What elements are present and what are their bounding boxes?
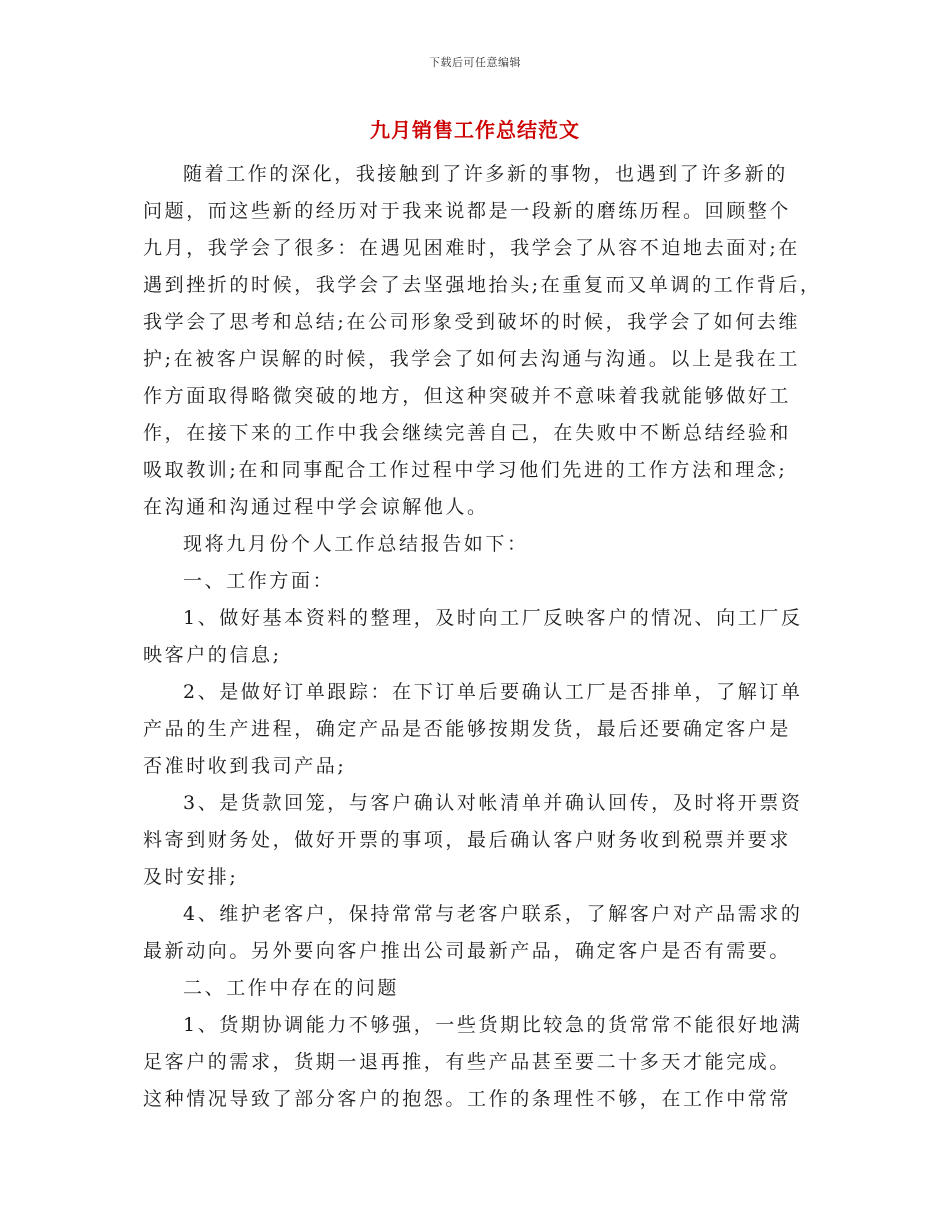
paragraph-line: 一、工作方面： (183, 570, 335, 592)
paragraph-line: 料寄到财务处，做好开票的事项，最后确认客户财务收到税票并要求 (143, 829, 792, 851)
paragraph-line: 3、是货款回笼，与客户确认对帐清单并确认回传，及时将开票资 (183, 792, 803, 814)
paragraph-line: 遇到挫折的时候，我学会了去坚强地抬头;在重复而又单调的工作背后， (143, 274, 822, 296)
paragraph (143, 970, 813, 1007)
paragraph (143, 674, 813, 785)
paragraph (143, 156, 822, 526)
paragraph-line: 我学会了思考和总结;在公司形象受到破坏的时候，我学会了如何去维 (143, 311, 801, 333)
paragraph-line: 在沟通和沟通过程中学会谅解他人。 (143, 496, 489, 518)
paragraph-line: 这种情况导致了部分客户的抱怨。工作的条理性不够，在工作中常常 (143, 1088, 792, 1110)
paragraph-line: 最新动向。另外要向客户推出公司最新产品，确定客户是否有需要。 (143, 940, 792, 962)
paragraph-line: 1、货期协调能力不够强，一些货期比较急的货常常不能很好地满 (183, 1014, 803, 1036)
paragraph-line: 九月，我学会了很多：在遇见困难时，我学会了从容不迫地去面对;在 (143, 237, 801, 259)
paragraph-line: 现将九月份个人工作总结报告如下： (183, 533, 529, 555)
paragraph (143, 785, 813, 896)
paragraph-line: 护;在被客户误解的时候，我学会了如何去沟通与沟通。以上是我在工 (143, 348, 801, 370)
paragraph-line: 随着工作的深化，我接触到了许多新的事物，也遇到了许多新的 (183, 163, 788, 185)
paragraph (143, 1007, 813, 1118)
paragraph-line: 产品的生产进程，确定产品是否能够按期发货，最后还要确定客户是 (143, 718, 792, 740)
paragraph (143, 526, 813, 563)
paragraph (143, 563, 813, 600)
paragraph-line: 作方面取得略微突破的地方，但这种突破并不意味着我就能够做好工 (143, 385, 792, 407)
paragraph-line: 4、维护老客户，保持常常与老客户联系，了解客户对产品需求的 (183, 903, 803, 925)
document-body (143, 156, 822, 1118)
paragraph-line: 二、工作中存在的问题 (183, 977, 400, 999)
paragraph-line: 2、是做好订单跟踪：在下订单后要确认工厂是否排单，了解订单 (183, 681, 803, 703)
paragraph (143, 600, 813, 674)
paragraph-line: 足客户的需求，货期一退再推，有些产品甚至要二十多天才能完成。 (143, 1051, 792, 1073)
paragraph-line: 及时安排; (143, 866, 239, 888)
paragraph-line: 否准时收到我司产品; (143, 755, 347, 777)
header-note: 下载后可任意编辑 (429, 56, 521, 69)
paragraph-line: 问题，而这些新的经历对于我来说都是一段新的磨练历程。回顾整个 (143, 200, 792, 222)
paragraph (143, 896, 813, 970)
paragraph-line: 映客户的信息; (143, 644, 282, 666)
document-title: 九月销售工作总结范文 (370, 118, 580, 142)
paragraph-line: 吸取教训;在和同事配合工作过程中学习他们先进的工作方法和理念; (143, 459, 788, 481)
paragraph-line: 1、做好基本资料的整理，及时向工厂反映客户的情况、向工厂反 (183, 607, 803, 629)
paragraph-line: 作，在接下来的工作中我会继续完善自己，在失败中不断总结经验和 (143, 422, 792, 444)
